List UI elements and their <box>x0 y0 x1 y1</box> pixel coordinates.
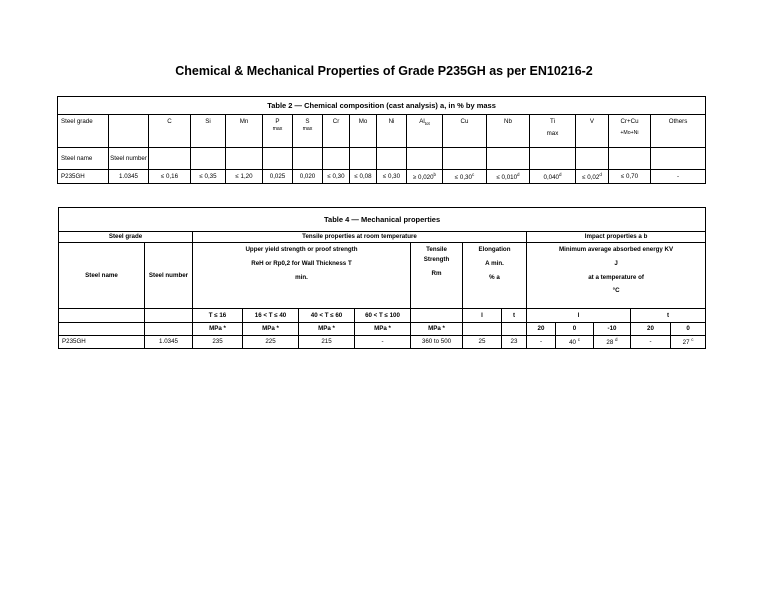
steel-name-header: Steel name <box>58 148 109 170</box>
thickness-range: 16 < T ≤ 40 <box>243 309 299 323</box>
col-mo: Mo <box>350 115 377 148</box>
mn-value: ≤ 1,20 <box>226 170 263 184</box>
tensile-strength-header: Tensile Strength Rm <box>411 243 463 309</box>
al-value: ≥ 0,020$^b$ <box>407 170 443 184</box>
ni-value: ≤ 0,30 <box>377 170 407 184</box>
yield-value: 215 <box>299 336 355 349</box>
table-row <box>59 336 706 349</box>
temperature-label: 20 <box>631 323 671 336</box>
col-crcu: Cr+Cu +Mo+Ni <box>609 115 651 148</box>
yield-value: - <box>355 336 411 349</box>
elongation-t-header: t <box>502 309 527 323</box>
tensile-properties-header: Tensile properties at room temperature <box>193 232 527 243</box>
yield-value: 225 <box>243 336 299 349</box>
col-c: C <box>149 115 191 148</box>
impact-value: - <box>527 336 556 349</box>
ti-value: 0,040$^d$ <box>530 170 576 184</box>
col-others: Others <box>651 115 706 148</box>
impact-t-header: t <box>631 309 706 323</box>
v-value: ≤ 0,02$^d$ <box>576 170 609 184</box>
impact-value: 27 $^c$ <box>671 336 706 349</box>
impact-value: - <box>631 336 671 349</box>
table4-caption: Table 4 — Mechanical properties <box>59 208 706 232</box>
si-value: ≤ 0,35 <box>191 170 226 184</box>
tensile-value: 360 to 500 <box>411 336 463 349</box>
s-value: 0,020 <box>293 170 323 184</box>
thickness-range: 60 < T ≤ 100 <box>355 309 411 323</box>
yield-value: 235 <box>193 336 243 349</box>
mechanical-properties-table <box>58 207 706 349</box>
col-nb: Nb <box>487 115 530 148</box>
steel-number-cell: 1.0345 <box>109 170 149 184</box>
unit-label: MPa * <box>299 323 355 336</box>
col-p: P max <box>263 115 293 148</box>
cu-value: ≤ 0,30$^c$ <box>443 170 487 184</box>
steel-name-header: Steel name <box>59 243 145 309</box>
unit-label: MPa * <box>243 323 299 336</box>
mo-value: ≤ 0,08 <box>350 170 377 184</box>
steel-number-cell: 1.0345 <box>145 336 193 349</box>
temperature-label: 0 <box>671 323 706 336</box>
col-si: Si <box>191 115 226 148</box>
steel-name-cell: P235GH <box>59 336 145 349</box>
steel-number-header: Steel number <box>109 148 149 170</box>
elongation-header: Elongation A min. % a <box>463 243 527 309</box>
crcu-value: ≤ 0,70 <box>609 170 651 184</box>
cr-value: ≤ 0,30 <box>323 170 350 184</box>
col-cr: Cr <box>323 115 350 148</box>
others-value: - <box>651 170 706 184</box>
thickness-range: T ≤ 16 <box>193 309 243 323</box>
elongation-l-value: 25 <box>463 336 502 349</box>
impact-value: 40 $^c$ <box>556 336 594 349</box>
temperature-label: 0 <box>556 323 594 336</box>
col-s: S max <box>293 115 323 148</box>
yield-strength-header: Upper yield strength or proof strength ReH or Rp0,2 for Wall Thickness T min. <box>193 243 411 309</box>
absorbed-energy-header: Minimum average absorbed energy KV J at a temperature of °C <box>527 243 706 309</box>
p-value: 0,025 <box>263 170 293 184</box>
thickness-range: 40 < T ≤ 60 <box>299 309 355 323</box>
col-v: V <box>576 115 609 148</box>
steel-number-header: Steel number <box>145 243 193 309</box>
impact-value: 28 $^d$ <box>594 336 631 349</box>
table-row <box>58 170 706 184</box>
steel-name-cell: P235GH <box>58 170 109 184</box>
unit-label: MPa * <box>193 323 243 336</box>
col-cu: Cu <box>443 115 487 148</box>
empty-header-cell <box>109 115 149 148</box>
page-title: Chemical & Mechanical Properties of Grade P235GH as per EN10216-2 <box>175 64 593 78</box>
steel-grade-header: Steel grade <box>59 232 193 243</box>
impact-properties-header: Impact properties a b <box>527 232 706 243</box>
table2-caption: Table 2 — Chemical composition (cast analysis) a, in % by mass <box>58 97 706 115</box>
chemical-composition-table <box>57 96 706 184</box>
nb-value: ≤ 0,010$^d$ <box>487 170 530 184</box>
col-ni: Ni <box>377 115 407 148</box>
col-ti: Ti max <box>530 115 576 148</box>
c-value: ≤ 0,16 <box>149 170 191 184</box>
temperature-label: -10 <box>594 323 631 336</box>
col-al: $Al_{tot}$ <box>407 115 443 148</box>
unit-label: MPa * <box>355 323 411 336</box>
steel-grade-header: Steel grade <box>58 115 109 148</box>
elongation-t-value: 23 <box>502 336 527 349</box>
impact-l-header: l <box>527 309 631 323</box>
elongation-l-header: l <box>463 309 502 323</box>
col-mn: Mn <box>226 115 263 148</box>
unit-label: MPa * <box>411 323 463 336</box>
temperature-label: 20 <box>527 323 556 336</box>
